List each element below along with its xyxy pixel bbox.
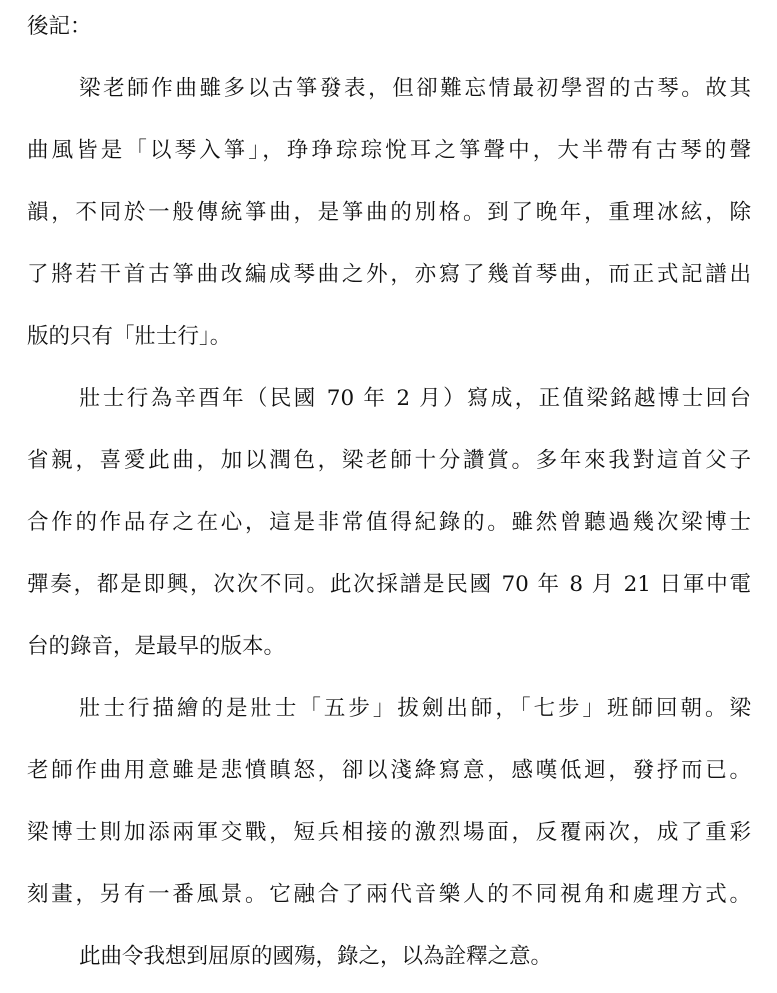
text-line: 梁老師作曲雖多以古箏發表，但卻難忘情最初學習的古琴。故其 (79, 76, 751, 101)
text-line: 省親，喜愛此曲，加以潤色，梁老師十分讚賞。多年來我對這首父子 (27, 448, 751, 473)
text-line: 彈奏，都是即興，次次不同。此次採譜是民國 70 年 8 月 21 日軍中電 (27, 572, 751, 597)
text-line: 版的只有「壯士行」。 (27, 324, 232, 349)
text-line: 曲風皆是「以琴入箏」，琤琤琮琮悅耳之箏聲中，大半帶有古琴的聲 (27, 138, 751, 163)
text-line: 此曲令我想到屈原的國殤，錄之，以為詮釋之意。 (79, 944, 553, 969)
heading: 後記： (27, 14, 92, 39)
text-line: 壯士行描繪的是壯士「五步」拔劍出師，「七步」班師回朝。梁 (79, 696, 751, 721)
text-line: 韻，不同於一般傳統箏曲，是箏曲的別格。到了晚年，重理冰絃，除 (27, 200, 751, 225)
text-line: 合作的作品存之在心，這是非常值得紀錄的。雖然曾聽過幾次梁博士 (27, 510, 751, 535)
text-line: 梁博士則加添兩軍交戰，短兵相接的激烈場面，反覆兩次，成了重彩 (27, 820, 751, 845)
text-line: 了將若干首古箏曲改編成琴曲之外，亦寫了幾首琴曲，而正式記譜出 (27, 262, 751, 287)
text-line: 老師作曲用意雖是悲憤瞋怒，卻以淺絳寫意，感嘆低迴，發抒而已。 (27, 758, 751, 783)
text-line: 台的錄音，是最早的版本。 (27, 634, 286, 659)
text-line: 壯士行為辛酉年（民國 70 年 2 月）寫成，正值梁銘越博士回台 (79, 386, 751, 411)
text-line: 刻畫，另有一番風景。它融合了兩代音樂人的不同視角和處理方式。 (27, 882, 751, 907)
